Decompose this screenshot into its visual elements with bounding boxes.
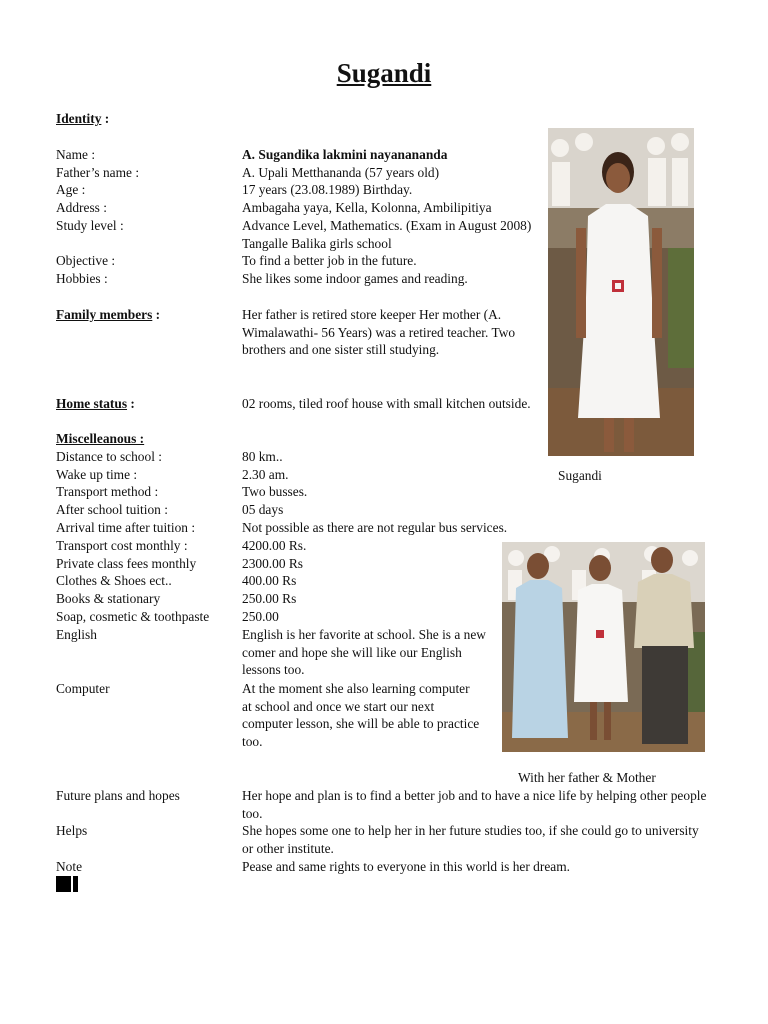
clothes-value: 400.00 Rs [242,573,297,588]
note-value: Pease and same rights to everyone in this world is her dream. [242,859,570,874]
family-photo [502,542,705,752]
family-value: Her father is retired store keeper Her mother (A. Wimalawathi- 56 Years) was a retired teacher. Two brothers and one sister still studying. [242,307,516,358]
hobbies-value: She likes some indoor games and reading. [242,271,468,286]
computer-label: Computer [56,681,110,696]
arrival-time-value: Not possible as there are not regular bus services. [242,520,508,535]
english-label: English [56,627,97,642]
age-label: Age : [56,182,86,197]
transport-method-value: Two busses. [242,484,308,499]
name-label: Name : [56,147,96,162]
home-status-heading: Home status : [56,396,135,411]
hobbies-label: Hobbies : [56,271,108,286]
objective-label: Objective : [56,253,116,268]
sugandi-photo [548,128,694,456]
family-photo-caption: With her father & Mother [518,770,656,785]
transport-cost-value: 4200.00 Rs. [242,538,307,553]
black-block-mark [56,876,71,892]
address-value: Ambagaha yaya, Kella, Kolonna, Ambilipitiya [242,200,492,215]
misc-heading: Miscelleanous : [56,431,145,446]
age-value: 17 years (23.08.1989) Birthday. [242,182,413,197]
family-heading: Family members : [56,307,161,322]
study-level-label: Study level : [56,218,124,233]
identity-heading: Identity : [56,111,110,126]
distance-label: Distance to school : [56,449,162,464]
father-name-value: A. Upali Metthananda (57 years old) [242,165,440,180]
wake-up-value: 2.30 am. [242,467,289,482]
helps-value: She hopes some one to help her in her future studies too, if she could go to university or other institute. [242,823,699,856]
father-name-label: Father’s name : [56,165,140,180]
clothes-label: Clothes & Shoes ect.. [56,573,172,588]
future-plans-value: Her hope and plan is to find a better job and to have a nice life by helping other people too. [242,788,707,821]
transport-method-label: Transport method : [56,484,159,499]
soap-label: Soap, cosmetic & toothpaste [56,609,210,624]
english-value: English is her favorite at school. She is a new comer and hope she will like our English lessons too. [242,627,486,678]
computer-value: At the moment she also learning computer at school and once we start our next computer lesson, she will be able to practice too. [242,681,480,749]
objective-value: To find a better job in the future. [242,253,417,268]
soap-value: 250.00 [242,609,279,624]
address-label: Address : [56,200,107,215]
distance-value: 80 km.. [242,449,283,464]
books-value: 250.00 Rs [242,591,297,606]
transport-cost-label: Transport cost monthly : [56,538,188,553]
note-label: Note [56,859,83,874]
black-bar-mark [73,876,78,892]
tuition-label: After school tuition : [56,502,168,517]
arrival-time-label: Arrival time after tuition : [56,520,196,535]
future-plans-label: Future plans and hopes [56,788,180,803]
home-status-value: 02 rooms, tiled roof house with small kitchen outside. [242,396,531,411]
study-level-value: Advance Level, Mathematics. (Exam in August 2008) Tangalle Balika girls school [242,218,532,251]
class-fees-label: Private class fees monthly [56,556,197,571]
class-fees-value: 2300.00 Rs [242,556,304,571]
helps-label: Helps [56,823,88,838]
sugandi-photo-caption: Sugandi [558,468,602,483]
name-value: A. Sugandika lakmini nayananandа [242,147,448,162]
books-label: Books & stationary [56,591,161,606]
page-title: Sugandi [336,58,432,88]
wake-up-label: Wake up time : [56,467,138,482]
tuition-value: 05 days [242,502,284,517]
